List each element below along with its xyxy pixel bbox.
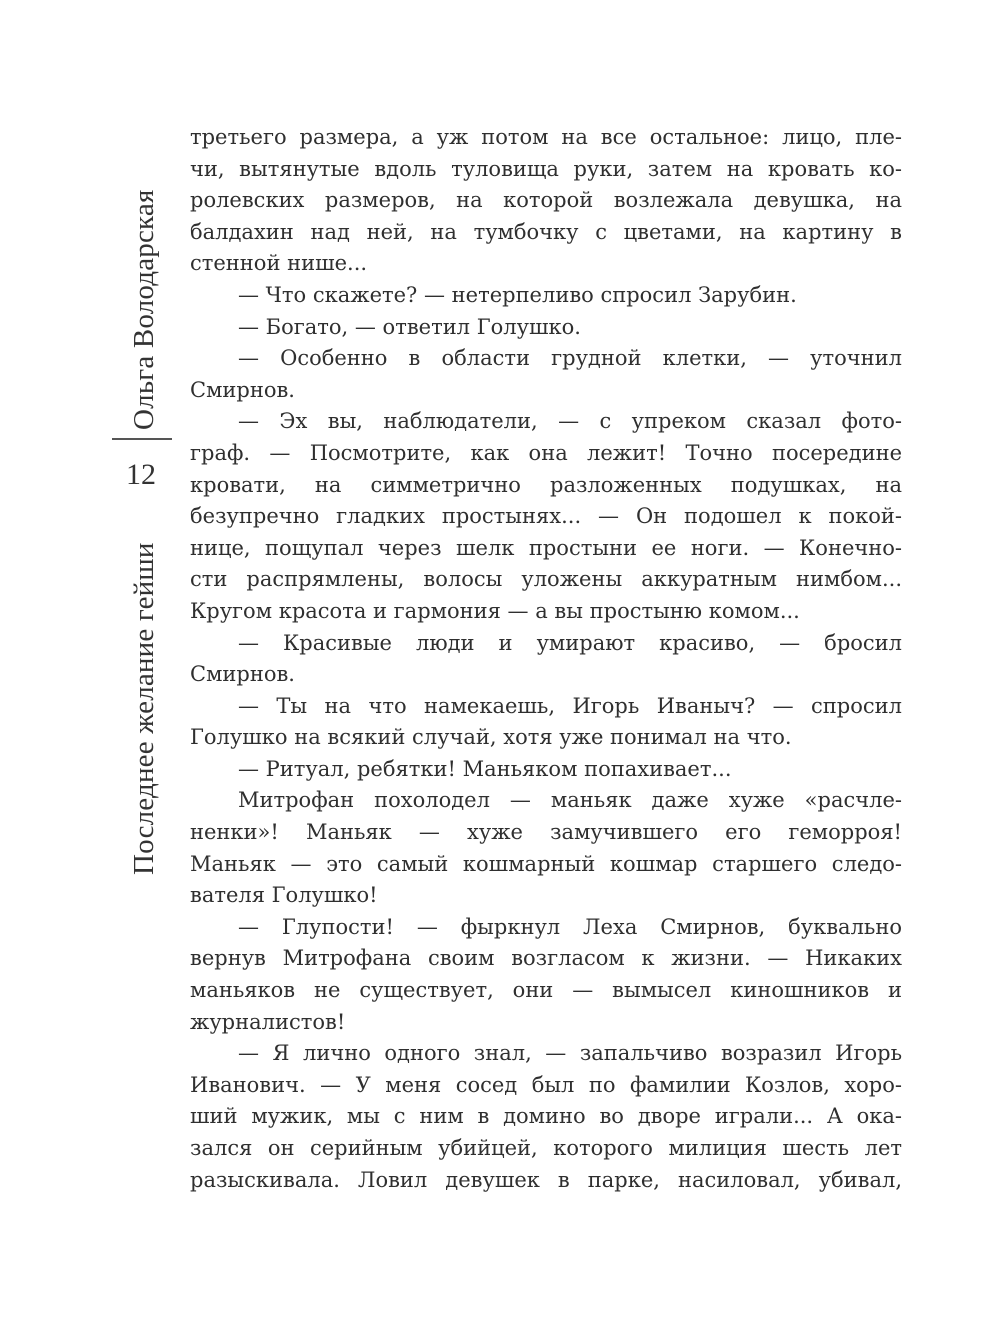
page-body (190, 122, 902, 1196)
text-line: — Красивые люди и умирают красиво, — бросил (238, 630, 902, 655)
text-line: журналистов! (190, 1009, 346, 1034)
text-line: Кругом красота и гармония — а вы простыню комом... (190, 598, 800, 623)
text-line: — Глупости! — фыркнул Леха Смирнов, буквально (238, 914, 902, 939)
text-line: зался он серийным убийцей, которого милиция шесть лет (190, 1136, 902, 1160)
text-line: — Ритуал, ребятки! Маньяком попахивает... (238, 756, 732, 781)
page-number: 12 (126, 458, 156, 491)
text-line: — Богато, — ответил Голушко. (238, 314, 581, 339)
text-line: граф. — Посмотрите, как она лежит! Точно посередине (190, 440, 902, 465)
text-line: Смирнов. (190, 377, 295, 402)
text-line: ролевских размеров, на которой возлежала девушка, на (190, 188, 902, 213)
text-line: маньяков не существует, они — вымысел киношников и (190, 978, 902, 1003)
text-line: безупречно гладких простынях... — Он подошел к покой- (190, 504, 902, 529)
text-line: вателя Голушко! (190, 883, 378, 908)
text-line: разыскивала. Ловил девушек в парке, насиловал, убивал, (190, 1167, 902, 1192)
text-line: стенной нише... (190, 251, 368, 276)
text-line: Маньяк — это самый кошмарный кошмар старшего следо- (190, 851, 902, 876)
text-line: Смирнов. (190, 662, 295, 687)
text-line: ший мужик, мы с ним в домино во дворе играли... А ока- (190, 1104, 902, 1129)
text-line: Иванович. — У меня сосед был по фамилии Козлов, хоро- (190, 1072, 902, 1097)
text-line: — Ты на что намекаешь, Игорь Иваныч? — спросил (238, 693, 902, 718)
text-line: — Особенно в области грудной клетки, — уточнил (238, 346, 902, 371)
text-line: чи, вытянутые вдоль туловища руки, затем на кровать ко- (190, 156, 902, 181)
text-line: — Эх вы, наблюдатели, — с упреком сказал фото- (238, 409, 902, 434)
text-line: сти распрямлены, волосы уложены аккуратным нимбом... (190, 567, 902, 592)
author-name: Ольга Володарская (128, 189, 160, 430)
text-line: ненки»! Маньяк — хуже замучившего его геморроя! (190, 820, 902, 845)
text-line: Голушко на всякий случай, хотя уже понимал на что. (190, 725, 792, 750)
header-divider (112, 438, 172, 440)
text-line: вернув Митрофана своим возгласом к жизни. — Никаких (190, 946, 902, 971)
text-line: третьего размера, а уж потом на все остальное: лицо, пле- (190, 125, 902, 149)
text-line: — Что скажете? — нетерпеливо спросил Зарубин. (238, 282, 797, 307)
book-title: Последнее желание гейши (128, 542, 160, 875)
text-line: кровати, на симметрично разложенных подушках, на (190, 472, 902, 497)
text-line: балдахин над ней, на тумбочку с цветами, на картину в (190, 219, 902, 244)
text-line: — Я лично одного знал, — запальчиво возразил Игорь (238, 1041, 902, 1066)
text-line: Митрофан похолодел — маньяк даже хуже «расчле- (238, 788, 902, 813)
text-line: нице, пощупал через шелк простыни ее ноги. — Конечно- (190, 535, 902, 560)
